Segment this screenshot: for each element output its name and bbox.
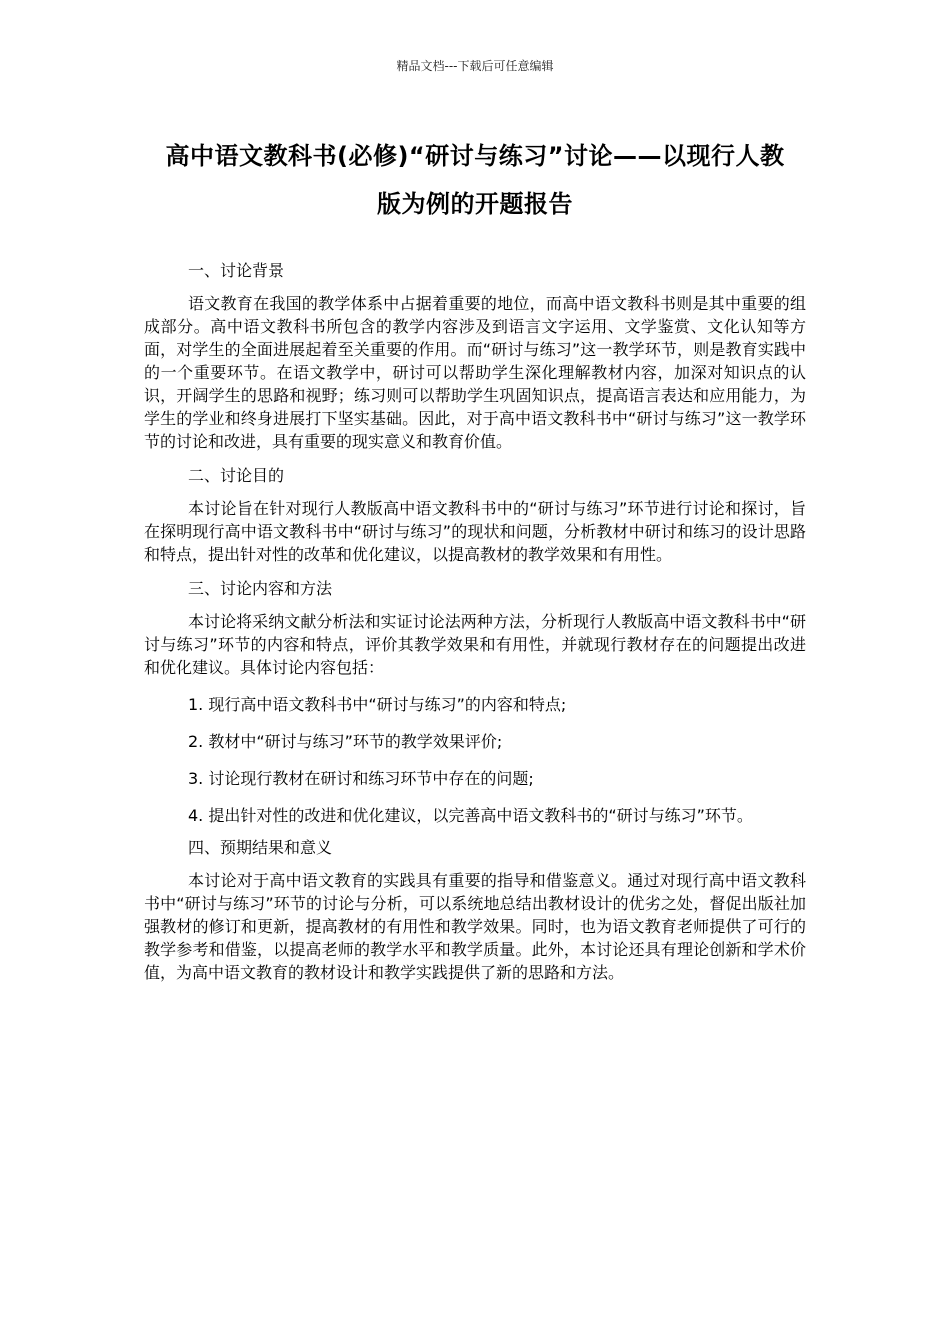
section-paragraph-results: 本讨论对于高中语文教育的实践具有重要的指导和借鉴意义。通过对现行高中语文教科书中“研讨与练习”环节的讨论与分析，可以系统地总结出教材设计的优劣之处，督促出版社加强教材的修订和更新，提高教材的有用性和教学效果。同时，也为语文教育老师提供了可行的教学参考和借鉴，以提高老师的教学水平和教学质量。此外，本讨论还具有理论创新和学术价值，为高中语文教育的教材设计和教学实践提供了新的思路和方法。 xyxy=(144,871,806,982)
title-line-1: 高中语文教科书(必修)“研讨与练习”讨论——以现行人教 xyxy=(165,142,785,170)
section-heading-background: 一、讨论背景 xyxy=(188,261,285,280)
list-item: 3. 讨论现行教材在研讨和练习环节中存在的问题; xyxy=(188,769,534,788)
list-item: 2. 教材中“研讨与练习”环节的教学效果评价; xyxy=(188,732,503,751)
section-paragraph-purpose: 本讨论旨在针对现行人教版高中语文教科书中的“研讨与练习”环节进行讨论和探讨，旨在探明现行高中语文教科书中“研讨与练习”的现状和问题，分析教材中研讨和练习的设计思路和特点，提出针对性的改革和优化建议，以提高教材的教学效果和有用性。 xyxy=(144,499,806,564)
section-paragraph-background: 语文教育在我国的教学体系中占据着重要的地位，而高中语文教科书则是其中重要的组成部分。高中语文教科书所包含的教学内容涉及到语言文字运用、文学鉴赏、文化认知等方面，对学生的全面进展起着至关重要的作用。而“研讨与练习”这一教学环节，则是教育实践中的一个重要环节。在语文教学中，研讨可以帮助学生深化理解教材内容，加深对知识点的认识，开阔学生的思路和视野；练习则可以帮助学生巩固知识点，提高语言表达和应用能力，为学生的学业和终身进展打下坚实基础。因此，对于高中语文教科书中“研讨与练习”这一教学环节的讨论和改进，具有重要的现实意义和教育价值。 xyxy=(144,294,806,451)
document-body xyxy=(144,258,806,994)
document-title xyxy=(140,132,810,228)
section-heading-purpose: 二、讨论目的 xyxy=(188,466,285,485)
header-note: 精品文档---下载后可任意编辑 xyxy=(396,59,554,73)
section-heading-results: 四、预期结果和意义 xyxy=(188,838,333,857)
section-heading-methods: 三、讨论内容和方法 xyxy=(188,579,333,598)
title-line-2: 版为例的开题报告 xyxy=(377,190,573,218)
section-paragraph-methods: 本讨论将采纳文献分析法和实证讨论法两种方法，分析现行人教版高中语文教科书中“研讨与练习”环节的内容和特点，评价其教学效果和有用性，并就现行教材存在的问题提出改进和优化建议。具体讨论内容包括： xyxy=(144,612,806,677)
list-item: 1. 现行高中语文教科书中“研讨与练习”的内容和特点; xyxy=(188,695,567,714)
list-item: 4. 提出针对性的改进和优化建议，以完善高中语文教科书的“研讨与练习”环节。 xyxy=(188,806,753,825)
